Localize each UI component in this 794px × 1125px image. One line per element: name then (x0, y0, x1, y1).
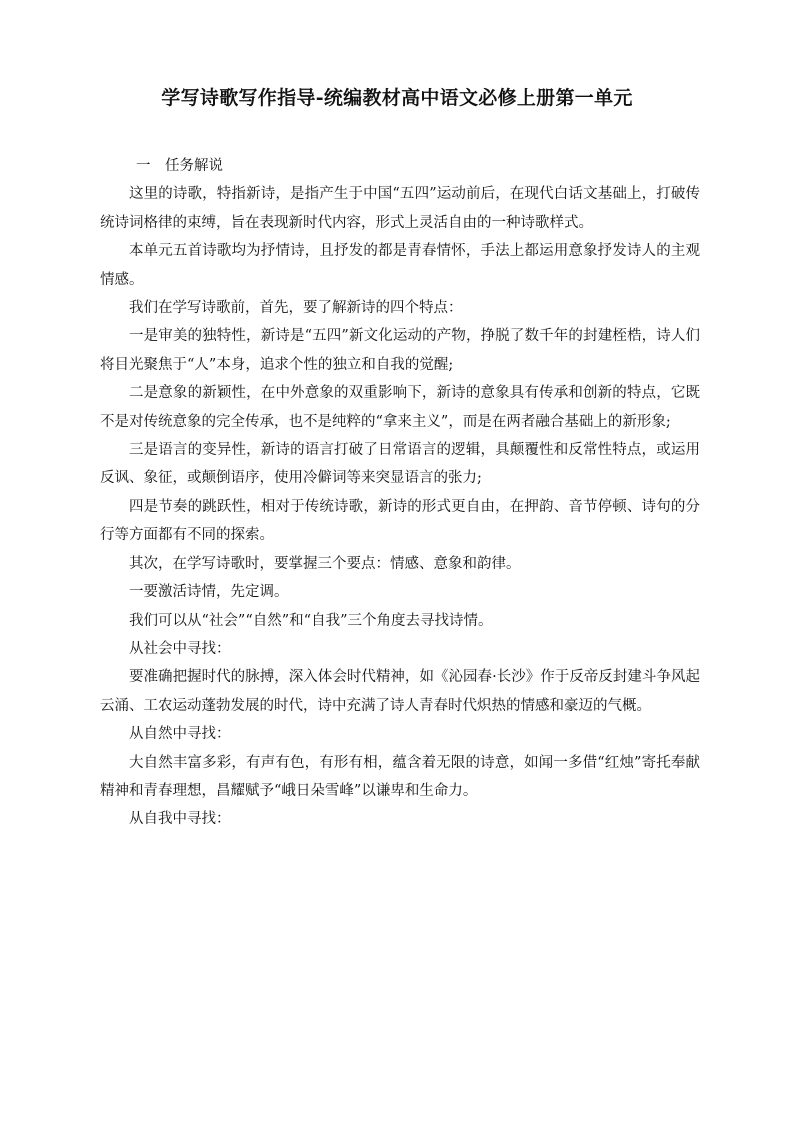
paragraph-activate-emotion: 一要激活诗情，先定调。 (129, 584, 289, 601)
paragraph-from-self-heading: 从自我中寻找： (129, 811, 231, 828)
document-body (100, 152, 700, 834)
paragraph-from-society: 要准确把握时代的脉搏，深入体会时代精神，如《沁园春·长沙》作于反帝反封建斗争风起云涌、工农运动蓬勃发展的时代，诗中充满了诗人青春时代炽热的情感和豪迈的气概。 (100, 669, 700, 714)
paragraph-definition: 这里的诗歌，特指新诗，是指产生于中国“五四”运动前后，在现代白话文基础上，打破传统诗词格律的束缚，旨在表现新时代内容，形式上灵活自由的一种诗歌样式。 (100, 186, 700, 231)
paragraph-from-nature-heading: 从自然中寻找： (129, 726, 231, 743)
document-title: 学写诗歌写作指导-统编教材高中语文必修上册第一单元 (161, 87, 633, 109)
section-heading: 一 任务解说 (136, 158, 223, 174)
paragraph-three-angles: 我们可以从“社会”“自然”和“自我”三个角度去寻找诗情。 (129, 612, 493, 629)
paragraph-three-points: 其次，在学写诗歌时，要掌握三个要点：情感、意象和韵律。 (129, 555, 521, 572)
paragraph-feature-imagery: 二是意象的新颖性，在中外意象的双重影响下，新诗的意象具有传承和创新的特点，它既不是对传统意象的完全传承，也不是纯粹的“拿来主义”，而是在两者融合基础上的新形象; (100, 385, 700, 430)
paragraph-from-society-heading: 从社会中寻找： (129, 640, 231, 657)
paragraph-four-features-intro: 我们在学写诗歌前，首先，要了解新诗的四个特点： (129, 300, 463, 317)
paragraph-feature-aesthetic: 一是审美的独特性，新诗是“五四”新文化运动的产物，挣脱了数千年的封建桎梏，诗人们将目光聚焦于“人”本身，追求个性的独立和自我的觉醒; (100, 328, 700, 373)
paragraph-feature-rhythm: 四是节奏的跳跃性，相对于传统诗歌，新诗的形式更自由，在押韵、音节停顿、诗句的分行等方面都有不同的探索。 (100, 498, 700, 544)
paragraph-unit-poems: 本单元五首诗歌均为抒情诗，且抒发的都是青春情怀，手法上都运用意象抒发诗人的主观情感。 (100, 243, 700, 288)
paragraph-from-nature: 大自然丰富多彩，有声有色，有形有相，蕴含着无限的诗意，如闻一多借“红烛”寄托奉献精神和青春理想，昌耀赋予“峨日朵雪峰”以谦卑和生命力。 (100, 754, 700, 799)
paragraph-feature-language: 三是语言的变异性，新诗的语言打破了日常语言的逻辑，具颠覆性和反常性特点，或运用反讽、象征，或颠倒语序，使用冷僻词等来突显语言的张力; (100, 442, 700, 487)
